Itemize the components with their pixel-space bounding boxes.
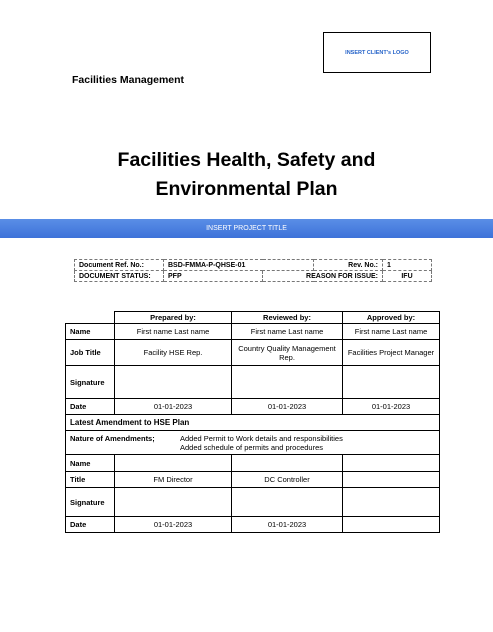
prepared-signature [115,366,232,399]
reason-value: IFU [383,271,432,282]
amend-signature-1 [115,488,232,517]
reviewed-by-header: Reviewed by: [232,312,343,324]
prepared-job-title: Facility HSE Rep. [115,340,232,366]
amend-signature-label: Signature [66,488,115,517]
amend-signature-2 [232,488,343,517]
signature-label: Signature [66,366,115,399]
document-reference-table [74,259,432,282]
reviewed-date: 01-01-2023 [232,399,343,415]
doc-ref-label: Document Ref. No.: [75,260,164,271]
approved-name: First name Last name [343,324,440,340]
title-line-2: Environmental Plan [155,178,338,200]
logo-placeholder-text: INSERT CLIENT's LOGO [345,49,409,56]
empty-corner [66,312,115,324]
amend-title-3 [343,472,440,488]
amend-title-2: DC Controller [232,472,343,488]
amend-title-label: Title [66,472,115,488]
amend-name-label: Name [66,455,115,472]
amend-title-1: FM Director [115,472,232,488]
amend-name-1 [115,455,232,472]
client-logo-placeholder [323,32,431,73]
amendment-nature [66,431,440,455]
reviewed-signature [232,366,343,399]
name-label: Name [66,324,115,340]
reviewed-name: First name Last name [232,324,343,340]
approved-job-title: Facilities Project Manager [343,340,440,366]
department-name: Facilities Management [72,74,185,86]
date-label: Date [66,399,115,415]
status-label: DOCUMENT STATUS: [75,271,164,282]
amendment-heading: Latest Amendment to HSE Plan [66,415,440,431]
rev-label: Rev. No.: [314,260,383,271]
amend-date-2: 01-01-2023 [232,517,343,533]
amend-name-3 [343,455,440,472]
job-title-label: Job Title [66,340,115,366]
approved-date: 01-01-2023 [343,399,440,415]
approval-table [65,311,440,533]
status-value: PFP [164,271,263,282]
amend-name-2 [232,455,343,472]
prepared-date: 01-01-2023 [115,399,232,415]
nature-label: Nature of Amendments; [70,433,155,443]
approved-signature [343,366,440,399]
amend-signature-3 [343,488,440,517]
approved-by-header: Approved by: [343,312,440,324]
prepared-by-header: Prepared by: [115,312,232,324]
project-title-text: INSERT PROJECT TITLE [206,225,287,232]
amend-date-label: Date [66,517,115,533]
reason-label: REASON FOR ISSUE: [263,271,383,282]
prepared-name: First name Last name [115,324,232,340]
reviewed-job-title: Country Quality Management Rep. [232,340,343,366]
project-title-bar [0,219,493,238]
doc-ref-value: BSD-FMMA-P-QHSE-01 [164,260,314,271]
nature-line-2: Added schedule of permits and procedures [180,442,324,452]
nature-line-1: Added Permit to Work details and responsibilities [180,433,343,443]
rev-value: 1 [383,260,432,271]
amend-date-3 [343,517,440,533]
amend-date-1: 01-01-2023 [115,517,232,533]
title-line-1: Facilities Health, Safety and [117,149,376,171]
document-title [0,146,493,204]
